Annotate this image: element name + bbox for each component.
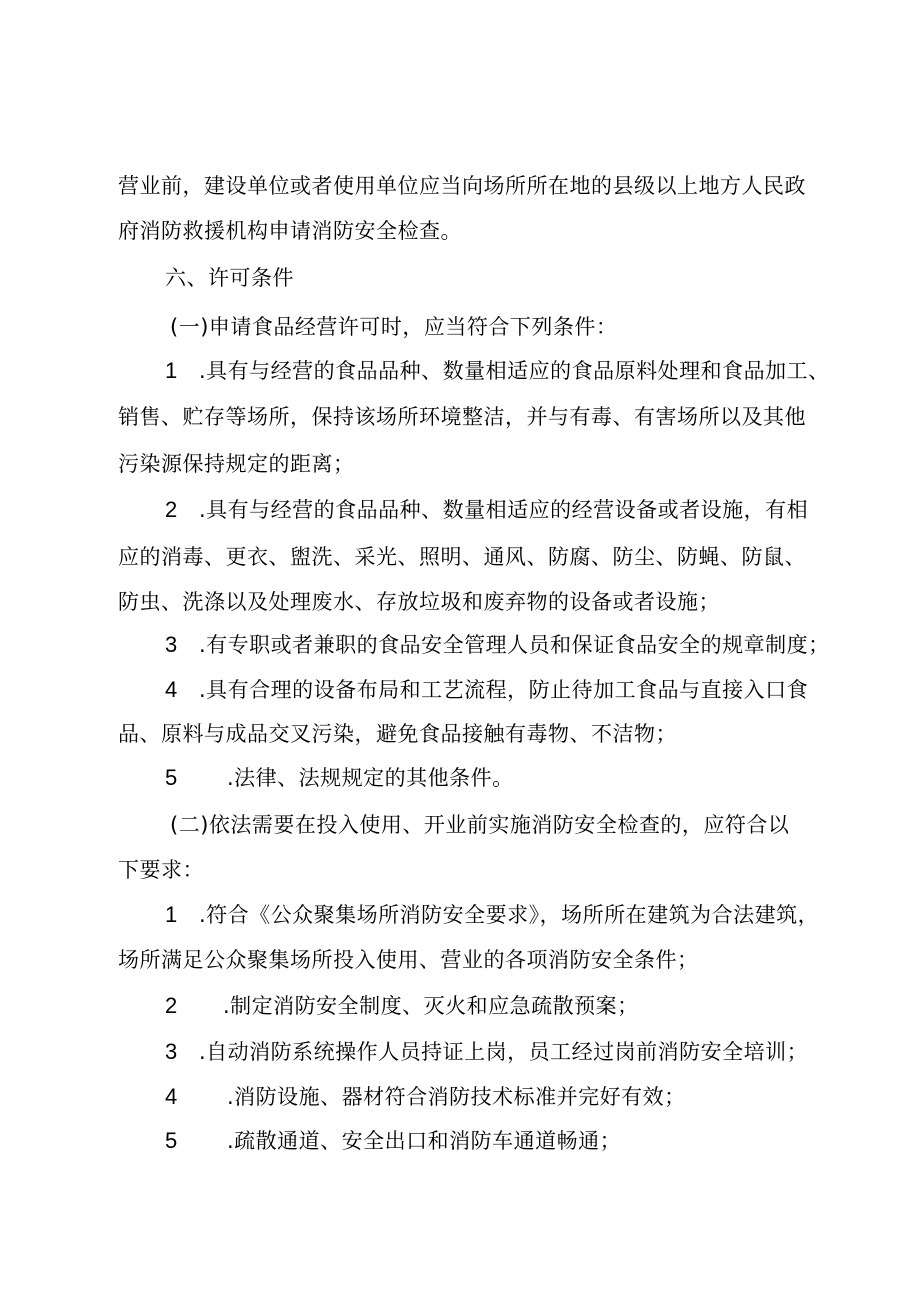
list-item-number: 4 [165, 677, 178, 702]
list-item-number: 4 [165, 1084, 178, 1109]
list-item-number: 5 [165, 765, 178, 790]
list-item-text: .有专职或者兼职的食品安全管理人员和保证食品安全的规章制度； [199, 633, 830, 657]
list-item-text: .消防设施、器材符合消防技术标准并完好有效； [227, 1085, 686, 1109]
list-item [165, 764, 514, 792]
list-item-number: 5 [165, 1128, 178, 1153]
subsection-heading: (二)依法需要在投入使用、开业前实施消防安全检查的，应符合以 [170, 813, 790, 837]
list-item-number: 3 [165, 1039, 178, 1064]
list-item [165, 631, 830, 659]
section-heading: 六、许可条件 [165, 266, 294, 290]
list-item-number: 1 [165, 902, 178, 927]
list-item-text: .具有合理的设备布局和工艺流程，防止待加工食品与直接入口食 [199, 678, 809, 702]
subsection-heading: (一)申请食品经营许可时，应当符合下列条件： [170, 315, 618, 339]
paragraph-line: 防虫、洗涤以及处理废水、存放垃圾和废弃物的设备或者设施； [118, 590, 720, 614]
list-item-text: .疏散通道、安全出口和消防车通道畅通； [227, 1129, 622, 1153]
paragraph-line: 府消防救援机构申请消防安全检查。 [118, 219, 462, 243]
paragraph-line: 下要求： [118, 858, 204, 882]
paragraph-line: 应的消毒、更衣、盥洗、采光、照明、通风、防腐、防尘、防蝇、防鼠、 [118, 545, 806, 569]
list-item-text: .法律、法规规定的其他条件。 [227, 766, 514, 790]
list-item-text: .制定消防安全制度、灭火和应急疏散预案； [223, 994, 639, 1018]
list-item [165, 1038, 808, 1066]
paragraph-line: 品、原料与成品交叉污染，避免食品接触有毒物、不洁物； [118, 722, 677, 746]
list-item-text: .自动消防系统操作人员持证上岗，员工经过岗前消防安全培训； [199, 1040, 809, 1064]
list-item-number: 2 [165, 993, 178, 1018]
list-item [165, 1127, 621, 1155]
list-item [165, 901, 819, 929]
list-item-number: 1 [165, 358, 178, 383]
list-item [165, 992, 639, 1020]
paragraph-line: 销售、贮存等场所，保持该场所环境整洁，并与有毒、有害场所以及其他 [118, 405, 806, 429]
list-item [165, 1083, 686, 1111]
list-item [165, 496, 808, 524]
list-item-text: .具有与经营的食品品种、数量相适应的经营设备或者设施，有相 [199, 498, 809, 522]
list-item [165, 357, 830, 385]
paragraph-line: 场所满足公众聚集场所投入使用、营业的各项消防安全条件； [118, 948, 699, 972]
list-item-number: 2 [165, 497, 178, 522]
list-item-text: .符合《公众聚集场所消防安全要求》，场所所在建筑为合法建筑， [199, 903, 820, 927]
list-item [165, 676, 808, 704]
list-item-number: 3 [165, 632, 178, 657]
paragraph-line: 营业前，建设单位或者使用单位应当向场所所在地的县级以上地方人民政 [118, 174, 806, 198]
paragraph-line: 污染源保持规定的距离； [118, 452, 355, 476]
list-item-text: .具有与经营的食品品种、数量相适应的食品原料处理和食品加工、 [199, 359, 830, 383]
